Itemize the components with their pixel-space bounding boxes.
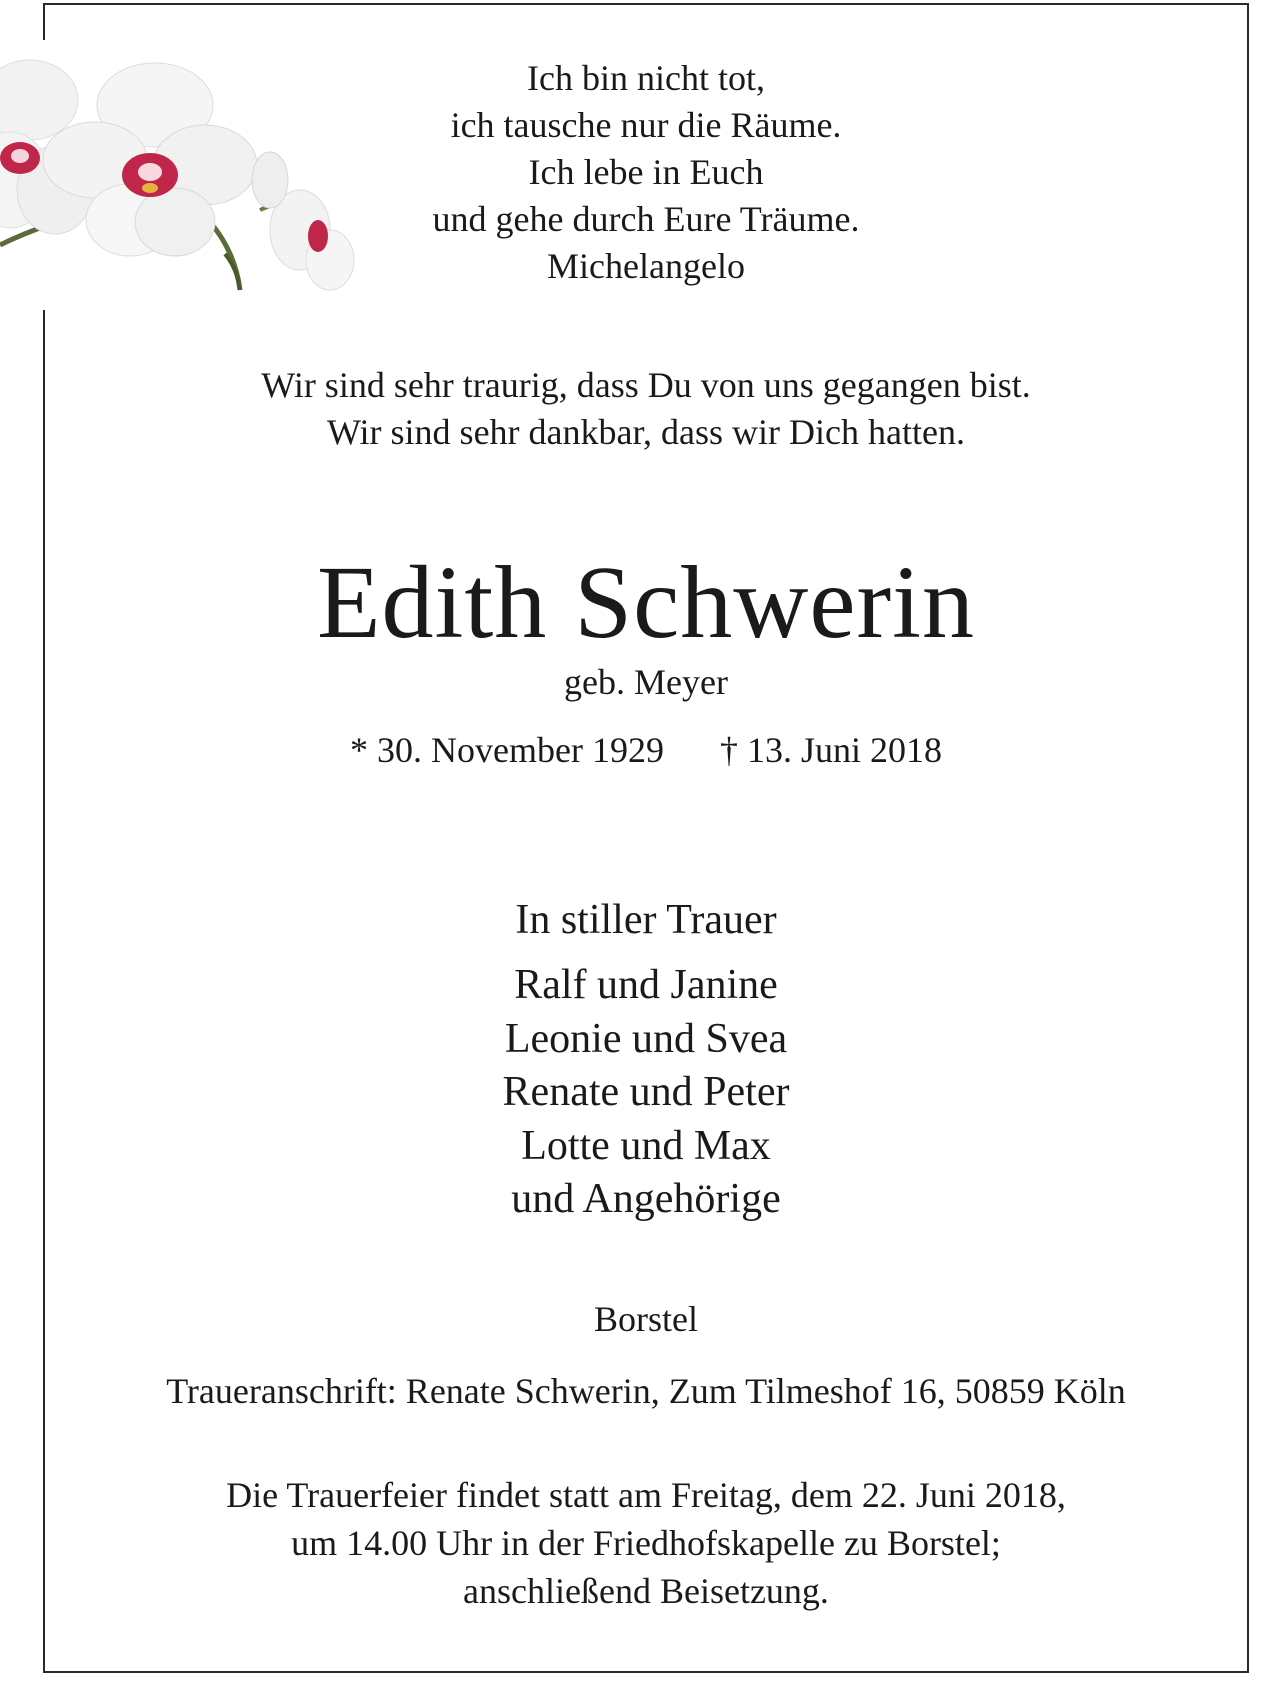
- quote-block: [43, 55, 1249, 290]
- deceased-name: Edith Schwerin: [316, 545, 976, 660]
- quote-author: Michelangelo: [547, 246, 745, 286]
- life-dates: [43, 728, 1249, 772]
- sentiment-block: [43, 362, 1249, 456]
- place-name: Borstel: [594, 1299, 698, 1339]
- mourner-name: Renate und Peter: [502, 1069, 790, 1115]
- quote-line: und gehe durch Eure Träume.: [432, 199, 860, 239]
- quote-line: Ich lebe in Euch: [528, 152, 764, 192]
- maiden-name: geb. Meyer: [564, 662, 728, 702]
- birth-date: * 30. November 1929: [350, 730, 664, 770]
- mourning-heading: In stiller Trauer: [515, 897, 777, 943]
- death-date: † 13. Juni 2018: [719, 730, 942, 770]
- funeral-line: Die Trauerfeier findet statt am Freitag, dem 22. Juni 2018,: [226, 1475, 1066, 1515]
- mourner-name: Lotte und Max: [521, 1122, 771, 1169]
- mourners-list: [43, 959, 1249, 1227]
- mourner-name: und Angehörige: [511, 1176, 781, 1222]
- funeral-line: um 14.00 Uhr in der Friedhofskapelle zu Borstel;: [291, 1523, 1001, 1563]
- quote-line: Ich bin nicht tot,: [527, 58, 765, 98]
- quote-line: ich tausche nur die Räume.: [450, 105, 842, 145]
- sentiment-line: Wir sind sehr dankbar, dass wir Dich hatten.: [327, 412, 965, 452]
- funeral-info: [43, 1471, 1249, 1615]
- funeral-line: anschließend Beisetzung.: [463, 1571, 829, 1611]
- mourner-name: Ralf und Janine: [514, 962, 778, 1008]
- mourning-address: Traueranschrift: Renate Schwerin, Zum Tilmeshof 16, 50859 Köln: [166, 1371, 1126, 1411]
- sentiment-line: Wir sind sehr traurig, dass Du von uns gegangen bist.: [261, 365, 1031, 405]
- mourner-name: Leonie und Svea: [504, 1015, 788, 1062]
